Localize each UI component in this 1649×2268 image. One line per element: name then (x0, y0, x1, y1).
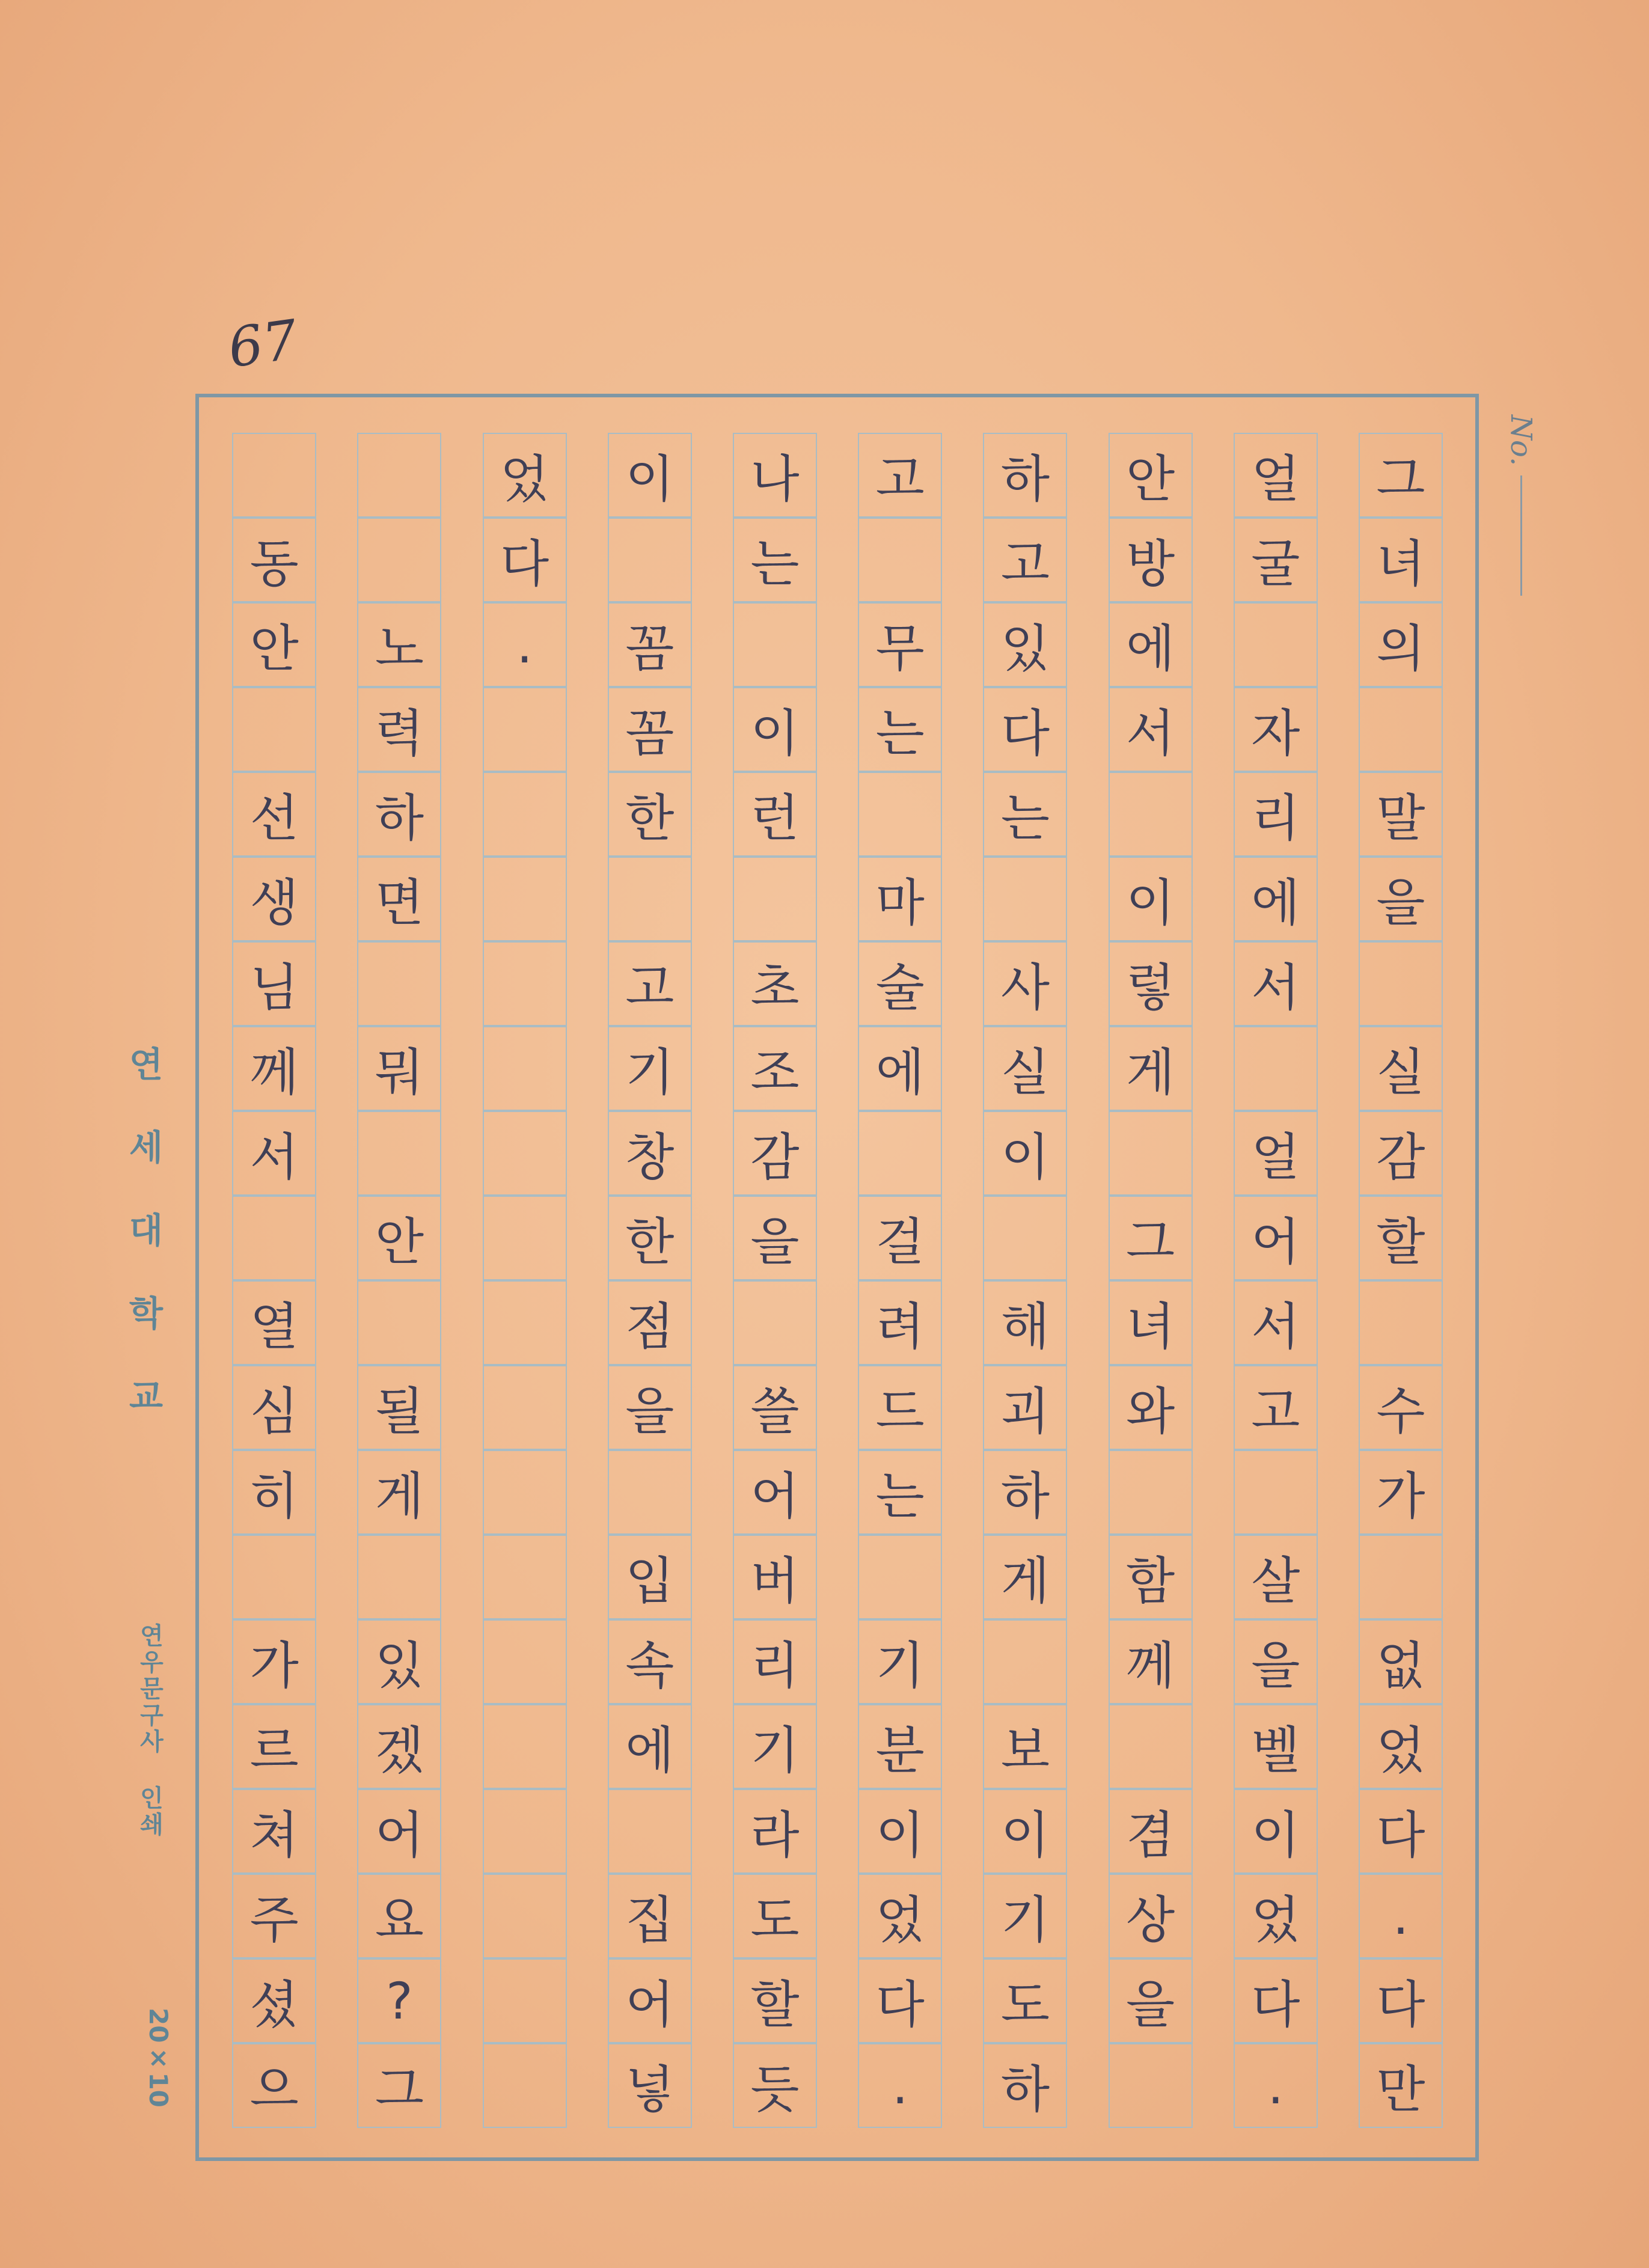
manuscript-cell: 그 (1359, 433, 1443, 518)
manuscript-cell: 히 (232, 1450, 316, 1535)
manuscript-column (608, 433, 692, 2128)
manuscript-cell: 께 (1109, 1619, 1193, 1704)
manuscript-cell: 다 (1359, 1789, 1443, 1874)
manuscript-cell: 안 (357, 1196, 441, 1280)
manuscript-cell: 어 (1234, 1196, 1318, 1280)
manuscript-cell: 녀 (1109, 1280, 1193, 1365)
manuscript-cell: 뭐 (357, 1026, 441, 1111)
manuscript-cell: 르 (232, 1704, 316, 1789)
manuscript-column (232, 433, 316, 2128)
manuscript-cell: 어 (608, 1958, 692, 2043)
manuscript-cell: 에 (1109, 602, 1193, 687)
manuscript-cell: 이 (1109, 857, 1193, 941)
manuscript-cell: 셨 (232, 1958, 316, 2043)
manuscript-cell: 넣 (608, 2043, 692, 2128)
manuscript-cell: 쓸 (733, 1365, 817, 1450)
manuscript-cell: 분 (858, 1704, 942, 1789)
manuscript-cell (357, 1535, 441, 1619)
manuscript-cell (1234, 602, 1318, 687)
manuscript-cell: 듯 (733, 2043, 817, 2128)
manuscript-cell (1359, 1535, 1443, 1619)
manuscript-cell: . (1234, 2043, 1318, 2128)
manuscript-cell: 는 (983, 772, 1067, 857)
manuscript-cell: 겸 (1109, 1789, 1193, 1874)
manuscript-cell: 으 (232, 2043, 316, 2128)
manuscript-cell: 라 (733, 1789, 817, 1874)
manuscript-cell: 있 (357, 1619, 441, 1704)
manuscript-cell (1109, 1450, 1193, 1535)
manuscript-cell (483, 1365, 567, 1450)
manuscript-cell: 수 (1359, 1365, 1443, 1450)
manuscript-cell (1109, 1704, 1193, 1789)
manuscript-cell: 감 (733, 1111, 817, 1196)
manuscript-cell: 었 (1234, 1874, 1318, 1958)
manuscript-cell (357, 1111, 441, 1196)
manuscript-cell (1359, 687, 1443, 772)
manuscript-cell: 이 (608, 433, 692, 518)
manuscript-cell: 꼼 (608, 602, 692, 687)
manuscript-cell: 님 (232, 941, 316, 1026)
manuscript-cell: 걸 (858, 1196, 942, 1280)
manuscript-cell (483, 1789, 567, 1874)
manuscript-cell: 다 (483, 518, 567, 602)
manuscript-cell (858, 772, 942, 857)
manuscript-cell: 열 (232, 1280, 316, 1365)
manuscript-cell: 있 (983, 602, 1067, 687)
manuscript-cell (858, 1535, 942, 1619)
manuscript-cell: 서 (232, 1111, 316, 1196)
grid-size-label: 20×10 (144, 2008, 173, 2108)
manuscript-cell: 었 (483, 433, 567, 518)
manuscript-cell: 굴 (1234, 518, 1318, 602)
manuscript-cell: 고 (1234, 1365, 1318, 1450)
manuscript-cell: 안 (232, 602, 316, 687)
sheet-number-label: No. (1504, 415, 1538, 466)
manuscript-cell: . (858, 2043, 942, 2128)
manuscript-column (858, 433, 942, 2128)
manuscript-cell (608, 857, 692, 941)
publisher-label: 연세대학교 (123, 1046, 164, 1461)
manuscript-cell (483, 1280, 567, 1365)
manuscript-cell: 심 (232, 1365, 316, 1450)
manuscript-cell: 이 (1234, 1789, 1318, 1874)
manuscript-cell: 에 (858, 1026, 942, 1111)
manuscript-cell (1109, 772, 1193, 857)
manuscript-cell: 그 (1109, 1196, 1193, 1280)
manuscript-cell: 면 (357, 857, 441, 941)
manuscript-cell (232, 1196, 316, 1280)
manuscript-cell (733, 857, 817, 941)
manuscript-cell: 조 (733, 1026, 817, 1111)
manuscript-cell: 살 (1234, 1535, 1318, 1619)
manuscript-cell: 자 (1234, 687, 1318, 772)
manuscript-cell (733, 602, 817, 687)
manuscript-cell: 는 (858, 1450, 942, 1535)
manuscript-cell: . (1359, 1874, 1443, 1958)
manuscript-cell: 어 (357, 1789, 441, 1874)
manuscript-cell: 실 (1359, 1026, 1443, 1111)
manuscript-cell: 와 (1109, 1365, 1193, 1450)
manuscript-cell: 렇 (1109, 941, 1193, 1026)
manuscript-cell (483, 1958, 567, 2043)
manuscript-cell: 의 (1359, 602, 1443, 687)
manuscript-cell (357, 1280, 441, 1365)
manuscript-cell (483, 1704, 567, 1789)
manuscript-column (1109, 433, 1193, 2128)
manuscript-cell (483, 1111, 567, 1196)
manuscript-cell: 방 (1109, 518, 1193, 602)
manuscript-cell: 겠 (357, 1704, 441, 1789)
manuscript-cell: 할 (1359, 1196, 1443, 1280)
manuscript-cell (858, 518, 942, 602)
manuscript-cell: 다 (1359, 1958, 1443, 2043)
manuscript-cell: 기 (858, 1619, 942, 1704)
manuscript-cell (483, 1450, 567, 1535)
manuscript-cell (483, 1535, 567, 1619)
manuscript-cell: 생 (232, 857, 316, 941)
manuscript-cell (232, 687, 316, 772)
manuscript-cell: 고 (983, 518, 1067, 602)
manuscript-cell: 서 (1234, 941, 1318, 1026)
manuscript-cell: 기 (983, 1874, 1067, 1958)
manuscript-cell: 초 (733, 941, 817, 1026)
manuscript-cell: 리 (1234, 772, 1318, 857)
printer-label: 연우문구사 인쇄 (136, 1623, 164, 1838)
manuscript-cell (1234, 1026, 1318, 1111)
manuscript-grid (233, 433, 1443, 2128)
manuscript-cell (1359, 1280, 1443, 1365)
manuscript-cell: 도 (733, 1874, 817, 1958)
manuscript-cell (983, 1196, 1067, 1280)
manuscript-cell: 주 (232, 1874, 316, 1958)
manuscript-cell: 기 (608, 1026, 692, 1111)
manuscript-cell: 감 (1359, 1111, 1443, 1196)
manuscript-cell: 창 (608, 1111, 692, 1196)
manuscript-cell: 었 (858, 1874, 942, 1958)
manuscript-cell (608, 1450, 692, 1535)
manuscript-column (1234, 433, 1318, 2128)
manuscript-cell (483, 687, 567, 772)
manuscript-cell (983, 1619, 1067, 1704)
manuscript-cell: 벨 (1234, 1704, 1318, 1789)
manuscript-cell (983, 857, 1067, 941)
manuscript-cell: 서 (1234, 1280, 1318, 1365)
manuscript-cell: 괴 (983, 1365, 1067, 1450)
manuscript-cell: 만 (1359, 2043, 1443, 2128)
manuscript-cell: 선 (232, 772, 316, 857)
manuscript-column (357, 433, 441, 2128)
page-number: 67 (224, 308, 302, 381)
manuscript-cell (1109, 2043, 1193, 2128)
manuscript-cell (483, 1619, 567, 1704)
manuscript-cell: 이 (983, 1789, 1067, 1874)
manuscript-cell: 게 (983, 1535, 1067, 1619)
manuscript-cell (483, 1026, 567, 1111)
manuscript-cell (1234, 1450, 1318, 1535)
manuscript-cell: 하 (357, 772, 441, 857)
manuscript-cell: 입 (608, 1535, 692, 1619)
manuscript-cell: 다 (858, 1958, 942, 2043)
manuscript-cell (483, 2043, 567, 2128)
manuscript-cell: 는 (733, 518, 817, 602)
manuscript-cell (608, 1789, 692, 1874)
manuscript-cell: 집 (608, 1874, 692, 1958)
manuscript-cell: 을 (608, 1365, 692, 1450)
manuscript-cell: 이 (858, 1789, 942, 1874)
manuscript-cell: . (483, 602, 567, 687)
manuscript-cell: 을 (1359, 857, 1443, 941)
manuscript-cell: 고 (858, 433, 942, 518)
manuscript-cell: 다 (1234, 1958, 1318, 2043)
manuscript-cell: 고 (608, 941, 692, 1026)
manuscript-cell: 리 (733, 1619, 817, 1704)
manuscript-cell (232, 1535, 316, 1619)
manuscript-cell: 할 (733, 1958, 817, 2043)
manuscript-cell: 도 (983, 1958, 1067, 2043)
manuscript-cell: 꼼 (608, 687, 692, 772)
manuscript-cell: 실 (983, 1026, 1067, 1111)
manuscript-column (483, 433, 567, 2128)
manuscript-cell: 다 (983, 687, 1067, 772)
manuscript-cell: 녀 (1359, 518, 1443, 602)
manuscript-cell: 이 (983, 1111, 1067, 1196)
manuscript-cell: 이 (733, 687, 817, 772)
manuscript-cell: 해 (983, 1280, 1067, 1365)
manuscript-cell: 하 (983, 2043, 1067, 2128)
manuscript-cell: 쳐 (232, 1789, 316, 1874)
manuscript-cell (483, 1196, 567, 1280)
manuscript-cell (1359, 941, 1443, 1026)
manuscript-cell (483, 772, 567, 857)
manuscript-cell: 런 (733, 772, 817, 857)
manuscript-cell: 무 (858, 602, 942, 687)
manuscript-cell: 에 (608, 1704, 692, 1789)
manuscript-cell (1109, 1111, 1193, 1196)
manuscript-cell: 어 (733, 1450, 817, 1535)
manuscript-cell: 을 (1234, 1619, 1318, 1704)
manuscript-cell (232, 433, 316, 518)
manuscript-cell: 그 (357, 2043, 441, 2128)
manuscript-cell: 었 (1359, 1704, 1443, 1789)
manuscript-cell: 요 (357, 1874, 441, 1958)
manuscript-cell: 상 (1109, 1874, 1193, 1958)
manuscript-cell: 가 (232, 1619, 316, 1704)
manuscript-cell: 술 (858, 941, 942, 1026)
manuscript-cell: 드 (858, 1365, 942, 1450)
manuscript-cell: 게 (1109, 1026, 1193, 1111)
manuscript-cell: 에 (1234, 857, 1318, 941)
manuscript-cell: ? (357, 1958, 441, 2043)
manuscript-cell (483, 857, 567, 941)
manuscript-cell (357, 433, 441, 518)
manuscript-cell: 될 (357, 1365, 441, 1450)
manuscript-cell: 사 (983, 941, 1067, 1026)
manuscript-cell: 말 (1359, 772, 1443, 857)
manuscript-cell: 얼 (1234, 1111, 1318, 1196)
manuscript-column (733, 433, 817, 2128)
manuscript-cell: 께 (232, 1026, 316, 1111)
manuscript-cell (357, 941, 441, 1026)
manuscript-cell: 나 (733, 433, 817, 518)
manuscript-cell: 하 (983, 1450, 1067, 1535)
manuscript-cell: 하 (983, 433, 1067, 518)
manuscript-cell: 함 (1109, 1535, 1193, 1619)
manuscript-cell (858, 1111, 942, 1196)
manuscript-cell: 얼 (1234, 433, 1318, 518)
manuscript-cell: 가 (1359, 1450, 1443, 1535)
manuscript-cell (483, 941, 567, 1026)
manuscript-cell: 려 (858, 1280, 942, 1365)
manuscript-cell: 는 (858, 687, 942, 772)
manuscript-cell: 노 (357, 602, 441, 687)
manuscript-cell (733, 1280, 817, 1365)
manuscript-cell: 안 (1109, 433, 1193, 518)
manuscript-cell: 속 (608, 1619, 692, 1704)
sheet-number-line (1520, 475, 1522, 596)
manuscript-cell: 점 (608, 1280, 692, 1365)
manuscript-cell: 한 (608, 772, 692, 857)
manuscript-column (1359, 433, 1443, 2128)
manuscript-cell (357, 518, 441, 602)
sheet-number-field (1490, 415, 1538, 607)
manuscript-cell: 서 (1109, 687, 1193, 772)
manuscript-cell: 없 (1359, 1619, 1443, 1704)
manuscript-cell (608, 518, 692, 602)
manuscript-cell: 기 (733, 1704, 817, 1789)
manuscript-cell: 력 (357, 687, 441, 772)
manuscript-cell: 을 (1109, 1958, 1193, 2043)
manuscript-cell: 마 (858, 857, 942, 941)
manuscript-cell: 을 (733, 1196, 817, 1280)
manuscript-column (983, 433, 1067, 2128)
manuscript-cell: 한 (608, 1196, 692, 1280)
manuscript-cell: 게 (357, 1450, 441, 1535)
manuscript-cell: 버 (733, 1535, 817, 1619)
manuscript-cell: 동 (232, 518, 316, 602)
manuscript-cell (483, 1874, 567, 1958)
manuscript-cell: 보 (983, 1704, 1067, 1789)
